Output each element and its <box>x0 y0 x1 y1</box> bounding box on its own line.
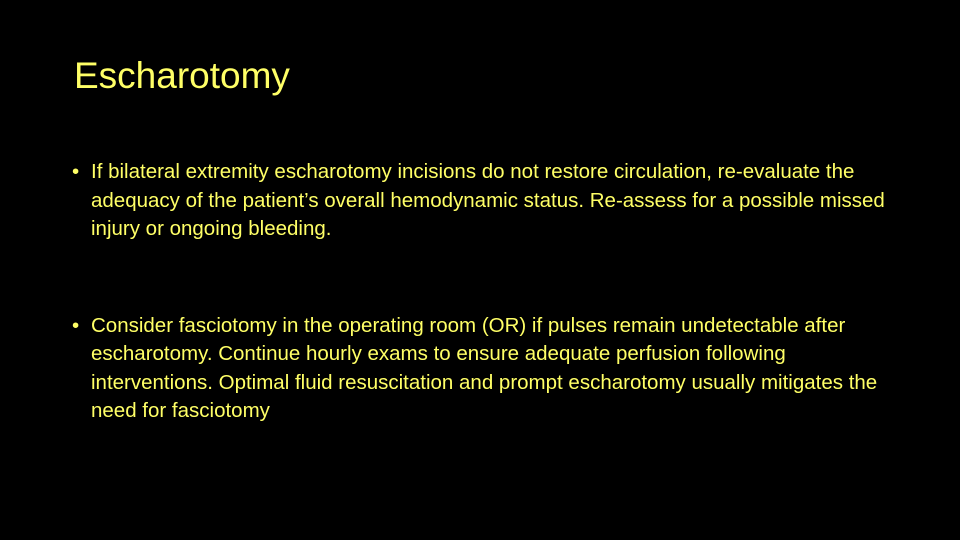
bullet-marker: • <box>72 313 80 337</box>
bullet-text: Consider fasciotomy in the operating room (OR) if pulses remain undetectable after escharotomy. Continue hourly exams to ensure adequate perfusion following interventions. Optimal fluid resuscitation and prompt escharotomy usually mitigates the need for fasciotomy <box>91 313 878 422</box>
bullet-item <box>72 158 902 244</box>
bullet-marker: • <box>72 160 80 183</box>
bullet-text: If bilateral extremity escharotomy incisions do not restore circulation, re-evaluate the adequacy of the patient’s overall hemodynamic status. Re-assess for a possible missed injury or ongoing bleeding. <box>91 160 885 240</box>
slide-title: Escharotomy <box>74 55 290 96</box>
bullet-item <box>72 312 902 426</box>
bullet-list <box>72 158 902 426</box>
